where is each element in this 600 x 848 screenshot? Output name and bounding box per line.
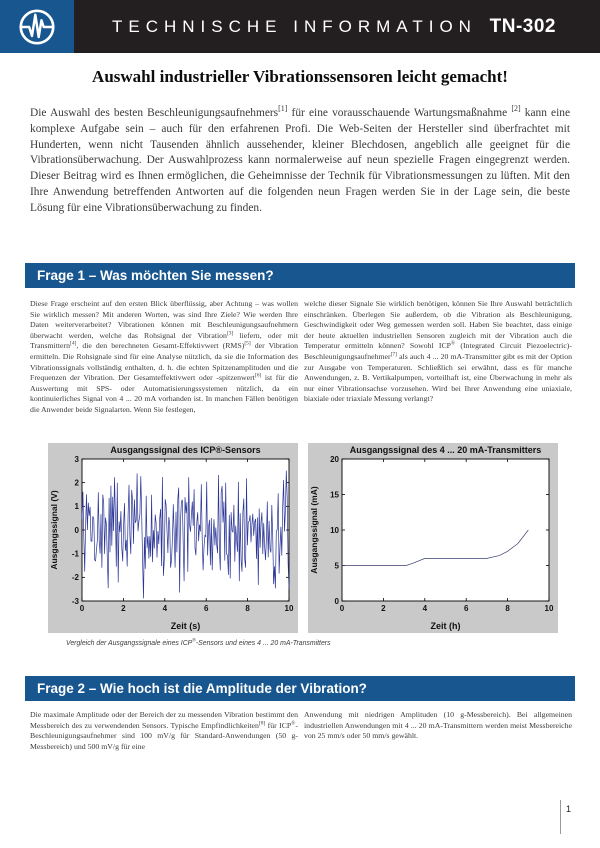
intro-paragraph: Die Auswahl des besten Beschleunigungsaufnehmers[1] für eine vorausschauende Wartungsmaßnahme [2] kann eine komplexe Aufgabe sein – auch für den erfahrenen Profi. Die Web-Seiten der Hersteller sind überfrachtet mit Hunderten, wenn nicht Tausenden ähnlich aussehender, kleiner Blechdosen, angeblich alle geeignet für die Vibrationsüberwachung. Der Auswahlprozess kann normalerweise auf neun spezielle Fragen eingegrenzt werden. Dieser Beitrag wird es Ihnen ermöglichen, die Geheimnisse der Technik für Vibrationsmessungen zu lüften. Mit den Ihre Anwendung betreffenden Antworten auf die folgenden neun Fragen werden Sie in der Lage sein, die beste Lösung für eine Vibrationsüberwachung zu finden. <box>30 104 571 214</box>
svg-text:Zeit (h): Zeit (h) <box>430 621 461 631</box>
frage1-column-right: welche dieser Signale Sie wirklich benötigen, können Sie Ihre Auswahl beträchtlich einschränken. Überlegen Sie außerdem, ob die Vibration als Beschleunigung, Geschwindigkeit oder Weg gemessen werden soll. Haben Sie beachtet, dass einige der heute aktuellen industriellen Sensoren zugleich mit der Vibration auch die Temperatur ermitteln können? Sowohl ICP® (Integrated Circuit Piezoelectric)-Beschleunigungsaufnehmer[7] als auch 4 ... 20 mA-Transmitter gibt es mit der Option zur Ausgabe von Temperaturen. Schließlich sei erwähnt, dass es für manche Anwendungen, z. B. Vertikalpumpen, vorteilhaft ist, eine Überwachung in mehr als nur einer Vibrationsachse vorzusehen. Wird bei Ihrer Anwendung eine uniaxiale, biaxiale oder triaxiale Messung verlangt? <box>304 299 573 404</box>
svg-text:-2: -2 <box>71 573 79 583</box>
frage2-column-right: Anwendung mit niedrigen Amplituden (10 g-Messbereich). Bei allgemeinen industriellen Anwendungen mit 4 ... 20 mA-Transmittern werden meist Messbereiche von 25 mm/s oder 50 mm/s gewählt. <box>304 710 572 741</box>
svg-text:Ausgangssignal (mA): Ausgangssignal (mA) <box>309 486 319 574</box>
section-heading-frage-1: Frage 1 – Was möchten Sie messen? <box>25 263 575 288</box>
svg-text:20: 20 <box>330 454 339 464</box>
svg-text:Ausgangssignal des ICP®-Sensor: Ausgangssignal des ICP®-Sensors <box>110 445 261 455</box>
svg-text:Ausgangssignal des 4 ... 20 mA: Ausgangssignal des 4 ... 20 mA-Transmitters <box>349 445 542 455</box>
svg-text:4: 4 <box>422 604 428 613</box>
svg-text:0: 0 <box>334 596 339 606</box>
svg-text:10: 10 <box>284 604 294 613</box>
svg-text:6: 6 <box>463 604 469 613</box>
document-number: TN-302 <box>489 15 556 37</box>
svg-text:4: 4 <box>162 604 168 613</box>
svg-text:0: 0 <box>74 525 79 535</box>
document-series-title: TECHNISCHE INFORMATION <box>112 16 477 36</box>
page-number: 1 <box>566 804 572 814</box>
svg-text:2: 2 <box>381 604 386 613</box>
svg-text:2: 2 <box>121 604 126 613</box>
svg-text:0: 0 <box>339 604 345 613</box>
header-bar <box>0 0 600 53</box>
svg-text:-1: -1 <box>71 549 79 559</box>
svg-text:Zeit (s): Zeit (s) <box>170 621 201 631</box>
page-number-divider <box>560 800 561 834</box>
figure-caption: Vergleich der Ausgangssignale eines ICP®-Sensors und eines 4 ... 20 mA-Transmitters <box>66 638 331 647</box>
svg-text:1: 1 <box>74 502 79 512</box>
svg-text:10: 10 <box>330 525 339 535</box>
frage2-column-left: Die maximale Amplitude oder der Bereich der zu messenden Vibration bestimmt den Messbereich des zu verwendenden Sensors. Typische Empfindlichkeiten[8] für ICP®-Beschleunigungsaufnehmer sind 100 mV/g für Standard-Anwendungen (50 g-Messbereich) und 500 mV/g für eine <box>30 710 298 751</box>
waveform-pulse-icon <box>18 8 56 46</box>
svg-text:6: 6 <box>203 604 209 613</box>
svg-text:5: 5 <box>334 561 339 571</box>
svg-text:15: 15 <box>330 490 339 500</box>
company-logo <box>0 0 74 53</box>
svg-text:Ausgangssignal (V): Ausgangssignal (V) <box>49 490 59 570</box>
svg-text:2: 2 <box>74 478 79 488</box>
icp-sensor-output-chart <box>48 443 298 633</box>
svg-text:0: 0 <box>79 604 85 613</box>
svg-text:8: 8 <box>245 604 250 613</box>
section-heading-frage-2: Frage 2 – Wie hoch ist die Amplitude der Vibration? <box>25 676 575 701</box>
page-title: Auswahl industrieller Vibrationssensoren leicht gemacht! <box>92 67 508 86</box>
svg-text:8: 8 <box>505 604 510 613</box>
transmitter-output-chart <box>308 443 558 633</box>
svg-text:3: 3 <box>74 454 79 464</box>
svg-text:10: 10 <box>544 604 554 613</box>
frage1-column-left: Diese Frage erscheint auf den ersten Blick überflüssig, aber Achtung – was wollen Sie wirklich messen? Mit anderen Worten, was sind Ihre Ziele? Wie werden Ihre Daten weiterverarbeitet? Vibrationen können mit Beschleunigungsaufnehmern überwacht werden, welche das Rohsignal der Vibration[3] liefern, oder mit Transmittern[4], die den berechneten Gesamt-Effektivwert (RMS)[5] der Vibration ermitteln. Die Rohsignale sind für eine Analyse nützlich, da sie die Information des Vibrationssignals vollständig enthalten, d. h. die echten Spitzenamplituden und die Frequenzen der Vibration. Der Gesamteffektivwert oder -spitzenwert[6] ist für die Auswertung mit SPS- oder Automatisierungssystemen nützlich, da ein kontinuierliches Signal von 4 ... 20 mA vorhanden ist. In manchen Fällen benötigen die Anwender beide Signalarten. Wenn Sie festlegen, <box>30 299 298 414</box>
svg-text:-3: -3 <box>71 596 79 606</box>
